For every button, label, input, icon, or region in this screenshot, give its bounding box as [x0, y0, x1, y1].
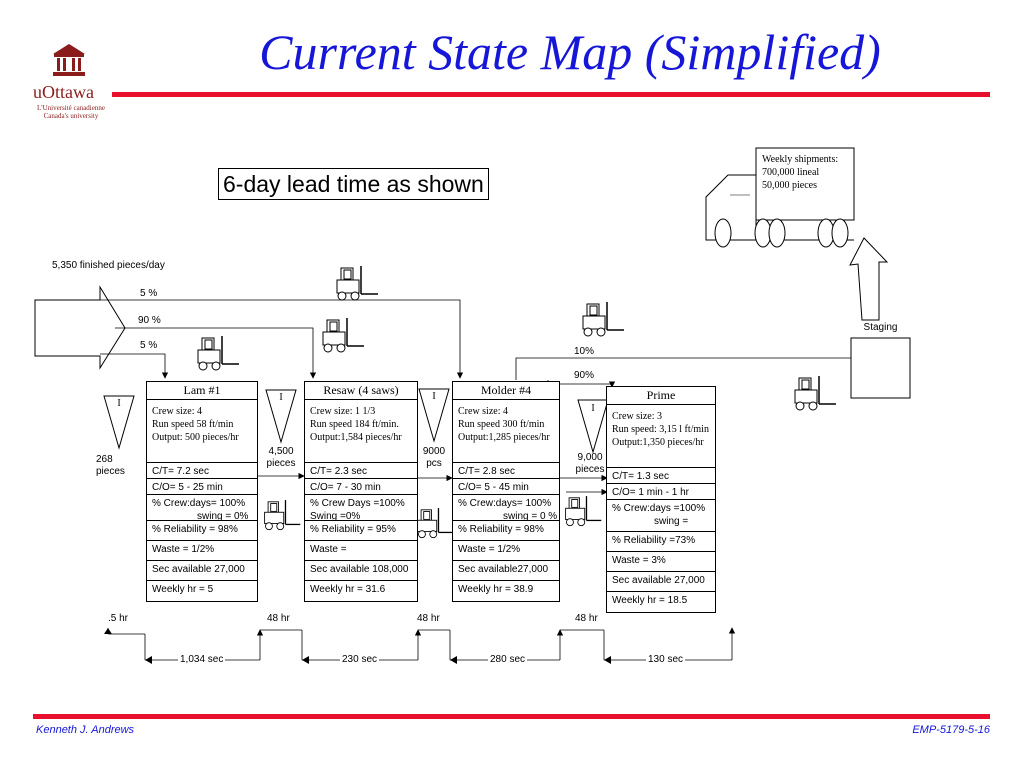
crew-days: [607, 500, 715, 532]
forklift-icon: [580, 298, 626, 343]
sec-available: Sec available 108,000: [305, 561, 417, 581]
sec-available: Sec available 27,000: [147, 561, 257, 581]
spec-crew-size: Crew size: 3: [612, 411, 662, 422]
process-specs: [607, 405, 715, 468]
process-name: Lam #1: [147, 382, 257, 400]
changeover: C/O= 7 - 30 min: [305, 479, 417, 495]
waste: Waste = 3%: [607, 552, 715, 572]
crew-days-line2: Swing =0%: [310, 511, 361, 522]
crew-days-line1: % Crew:days =100%: [612, 503, 706, 514]
crew-days-line1: % Crew:days= 100%: [458, 498, 552, 509]
reliability: % Reliability = 98%: [453, 521, 559, 541]
timeline-wait-3: 48 hr: [417, 613, 440, 624]
inventory-qty-2: [262, 446, 300, 470]
inventory-qty-4-line1: 9,000: [577, 452, 603, 463]
footer-code: EMP-5179-5-16: [912, 724, 990, 736]
crew-days: [453, 495, 559, 521]
reliability: % Reliability = 98%: [147, 521, 257, 541]
logo-name: uOttawa: [33, 82, 94, 102]
process-name: Molder #4: [453, 382, 559, 400]
forklift-icon: [415, 504, 455, 545]
forklift-icon: [262, 496, 302, 537]
waste: Waste = 1/2%: [453, 541, 559, 561]
spec-run-speed: Run speed 300 ft/min: [458, 419, 545, 430]
inventory-qty-2-line2: pieces: [266, 458, 296, 469]
timeline-wait-2: 48 hr: [267, 613, 290, 624]
weekly-hr: Weekly hr = 31.6: [310, 584, 386, 595]
supplier-pct-5-top: 5 %: [140, 288, 158, 299]
changeover: C/O= 1 min - 1 hr: [607, 484, 715, 500]
spec-crew-size: Crew size: 1 1/3: [310, 406, 376, 417]
process-box-resaw: [304, 381, 418, 602]
inventory-qty-4-line2: pieces: [575, 464, 605, 475]
spec-crew-size: Crew size: 4: [152, 406, 202, 417]
timeline-wait-4: 48 hr: [575, 613, 598, 624]
flow-line-5pct-top: [100, 300, 460, 378]
timeline-process-3: 280 sec: [490, 654, 526, 665]
timeline-wait-1: .5 hr: [108, 613, 129, 624]
logo-subtitle-line2: Canada's university: [43, 112, 99, 120]
supplier-pct-90: 90 %: [138, 315, 161, 326]
process-box-molder: [452, 381, 560, 602]
supplier-push-arrow: [35, 287, 125, 368]
reliability: % Reliability =73%: [607, 532, 715, 552]
spec-run-speed: Run speed: 3,15 l ft/min: [612, 424, 709, 435]
inventory-qty-4: [570, 452, 610, 476]
crew-days-line1: % Crew:days= 100%: [152, 498, 246, 509]
spec-run-speed: Run speed 184 ft/min.: [310, 419, 399, 430]
timeline-process-1: 1,034 sec: [180, 654, 224, 665]
process-name: Resaw (4 saws): [305, 382, 417, 400]
weekly-shipments: [762, 153, 838, 192]
spec-crew-size: Crew size: 4: [458, 406, 508, 417]
weekly-shipments-line2: 700,000 lineal: [762, 167, 820, 178]
changeover: C/O= 5 - 45 min: [453, 479, 559, 495]
inventory-symbol-2: I: [279, 392, 283, 403]
spec-output: Output:1,584 pieces/hr: [310, 432, 402, 443]
inventory-symbol-4: I: [591, 403, 595, 414]
forklift-icon: [334, 262, 380, 307]
forklift-icon: [195, 332, 241, 377]
process-box-prime: [606, 386, 716, 613]
spec-output: Output:1,350 pieces/hr: [612, 437, 704, 448]
flow-pct-90: 90%: [574, 370, 595, 381]
crew-days-line1: % Crew Days =100%: [310, 498, 405, 509]
cycle-time: C/T= 2.3 sec: [305, 463, 417, 479]
cycle-time: C/T= 2.8 sec: [453, 463, 559, 479]
ship-arrow: [850, 238, 887, 320]
lead-time-box: 6-day lead time as shown: [218, 168, 489, 200]
forklift-icon: [563, 492, 603, 533]
crew-days-line2: swing =: [654, 516, 689, 527]
forklift-icon: [320, 314, 366, 359]
weekly-hr: Weekly hr = 18.5: [612, 595, 688, 606]
inventory-qty-1-line1: 268: [96, 454, 113, 465]
cycle-time: C/T= 7.2 sec: [147, 463, 257, 479]
weekly-hr: Weekly hr = 38.9: [458, 584, 534, 595]
sec-available: Sec available27,000: [453, 561, 559, 581]
spec-output: Output:1,285 pieces/hr: [458, 432, 550, 443]
slide-title: Current State Map (Simplified): [259, 24, 881, 80]
waste: Waste =: [305, 541, 417, 561]
footer-author: Kenneth J. Andrews: [36, 724, 135, 736]
changeover: C/O= 5 - 25 min: [147, 479, 257, 495]
footer-divider: [33, 714, 990, 719]
spec-run-speed: Run speed 58 ft/min: [152, 419, 234, 430]
inventory-qty-2-line1: 4,500: [268, 446, 294, 457]
forklift-icon: [792, 372, 838, 417]
sec-available: Sec available 27,000: [607, 572, 715, 592]
inventory-qty-3-line1: 9000: [422, 446, 446, 457]
timeline-process-4: 130 sec: [648, 654, 684, 665]
crew-days-line2: swing = 0%: [197, 511, 249, 522]
inventory-qty-1-line2: pieces: [96, 466, 125, 477]
inventory-symbol-3: I: [432, 391, 436, 402]
process-specs: [305, 400, 417, 463]
flow-pct-10: 10%: [574, 346, 595, 357]
timeline-process-2: 230 sec: [342, 654, 378, 665]
flow-line-5pct-bottom: [100, 354, 165, 378]
logo-subtitle-line1: L'Université canadienne: [37, 104, 105, 112]
process-specs: [147, 400, 257, 463]
inventory-symbol-1: I: [117, 398, 121, 409]
supplier-pct-5-bottom: 5 %: [140, 340, 158, 351]
process-specs: [453, 400, 559, 463]
supplier-demand-label: 5,350 finished pieces/day: [52, 260, 165, 271]
crew-days: [305, 495, 417, 521]
weekly-shipments-line3: 50,000 pieces: [762, 180, 817, 191]
reliability: % Reliability = 95%: [305, 521, 417, 541]
weekly-hr: Weekly hr = 5: [152, 584, 214, 595]
process-box-lam: [146, 381, 258, 602]
crew-days-line2: swing = 0 %: [503, 511, 558, 522]
inventory-qty-3-line2: pcs: [426, 458, 442, 469]
staging-box: [851, 338, 910, 398]
cycle-time: C/T= 1.3 sec: [607, 468, 715, 484]
process-name: Prime: [607, 387, 715, 405]
spec-output: Output: 500 pieces/hr: [152, 432, 239, 443]
crew-days: [147, 495, 257, 521]
inventory-qty-3: [416, 446, 452, 470]
staging-label: Staging: [863, 322, 898, 333]
weekly-shipments-line1: Weekly shipments:: [762, 154, 839, 165]
waste: Waste = 1/2%: [147, 541, 257, 561]
inventory-qty-1: [96, 454, 125, 478]
